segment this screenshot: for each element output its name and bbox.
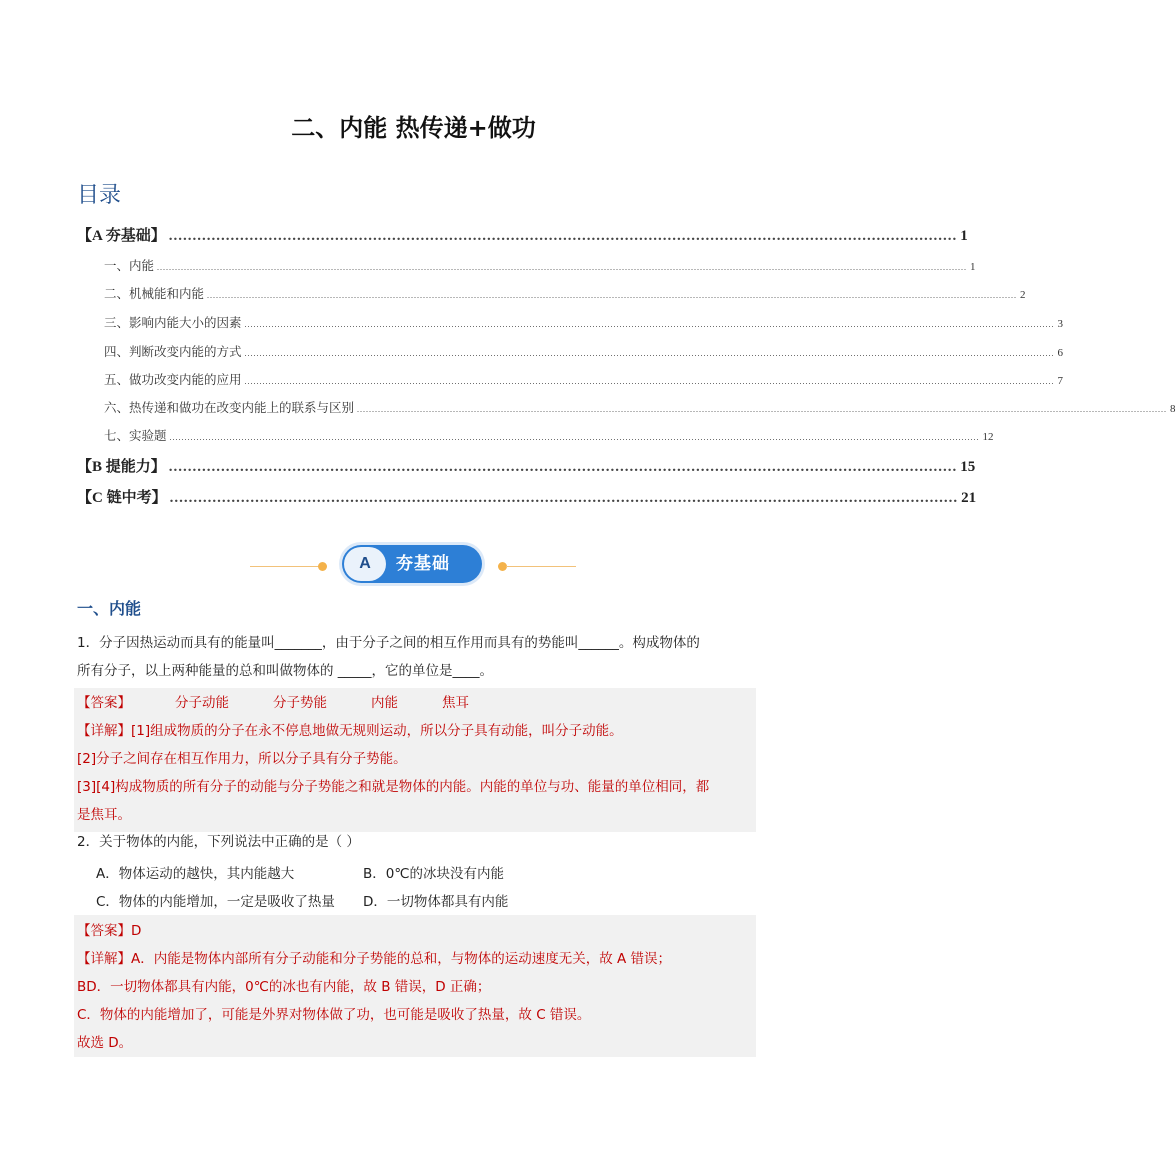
toc-subentry-2[interactable] (104, 284, 1026, 302)
answer-line (77, 691, 469, 711)
answer-line (77, 919, 141, 939)
banner-line-right (506, 566, 576, 567)
banner-letter-badge: A (344, 547, 386, 581)
answer-value: D (131, 923, 142, 939)
toc-entry-page: 12 (982, 431, 994, 443)
toc-entry-page: 6 (1057, 347, 1064, 359)
toc-subentry-1[interactable] (104, 256, 976, 274)
toc-leader-dots: .............................................................................................................................................................................................................................................................................. (169, 433, 980, 442)
question-2-stem: 2．关于物体的内能，下列说法中正确的是（ ） (77, 834, 360, 850)
detail-tag: 【详解】 (77, 723, 131, 739)
answer-box-2 (74, 915, 756, 1057)
toc-entry-label: 一、内能 (104, 259, 155, 273)
detail-line: 故选 D。 (77, 1035, 133, 1051)
section-banner (250, 545, 580, 585)
toc-subentry-3[interactable] (104, 313, 1064, 331)
toc-entry-label: 五、做功改变内能的应用 (104, 373, 242, 387)
toc-entry-page: 1 (970, 261, 976, 273)
toc-entry-label: 【A 夯基础】 (77, 228, 166, 244)
toc-leader-dots: .............................................................................................................................................................................................................................................................................. (207, 291, 1018, 300)
toc-entry-label: 四、判断改变内能的方式 (104, 345, 242, 359)
detail-line: 是焦耳。 (77, 807, 131, 823)
toc-leader-dots: .............................................................................................................................................................................................................................................................................. (357, 405, 1168, 414)
toc-leader-dots: ...................................................................................................................................................................... (169, 490, 959, 506)
toc-heading: 目录 (77, 183, 122, 208)
toc-entry-a[interactable] (77, 224, 968, 245)
toc-entry-c[interactable] (77, 486, 977, 507)
banner-dot-left (318, 562, 327, 571)
question-1-line-2: 所有分子，以上两种能量的总和叫做物体的 _____，它的单位是____。 (77, 663, 494, 679)
answer-value: 焦耳 (442, 695, 469, 711)
toc-entry-page: 3 (1057, 318, 1064, 330)
banner-pill (342, 545, 482, 583)
toc-leader-dots: .............................................................................................................................................................................................................................................................................. (244, 349, 1055, 358)
toc-entry-page: 7 (1057, 375, 1064, 387)
answer-box-1 (74, 688, 756, 832)
answer-value: 内能 (371, 695, 398, 711)
toc-entry-page: 1 (960, 228, 968, 244)
toc-leader-dots: ...................................................................................................................................................................... (168, 459, 958, 475)
toc-leader-dots: .............................................................................................................................................................................................................................................................................. (157, 263, 968, 272)
toc-entry-page: 8 (1170, 403, 1176, 415)
banner-text: 夯基础 (396, 554, 450, 574)
detail-line: BD．一切物体都具有内能，0℃的冰也有内能，故 B 错误，D 正确； (77, 979, 491, 995)
option-b[interactable]: B．0℃的冰块没有内能 (363, 866, 505, 882)
toc-entry-label: 七、实验题 (104, 429, 167, 443)
toc-entry-page: 2 (1020, 289, 1026, 301)
option-c[interactable]: C．物体的内能增加，一定是吸收了热量 (96, 894, 335, 910)
toc-entry-label: 二、机械能和内能 (104, 287, 205, 301)
toc-entry-b[interactable] (77, 455, 976, 476)
toc-entry-label: 六、热传递和做功在改变内能上的联系与区别 (104, 401, 355, 415)
toc-entry-label: 【B 提能力】 (77, 459, 166, 475)
toc-subentry-6[interactable] (104, 398, 1176, 416)
toc-leader-dots: .............................................................................................................................................................................................................................................................................. (244, 377, 1055, 386)
toc-entry-page: 21 (961, 490, 977, 506)
toc-entry-label: 【C 链中考】 (77, 490, 167, 506)
toc-entry-label: 三、影响内能大小的因素 (104, 316, 242, 330)
detail-line (77, 947, 671, 967)
question-1-line-1: 1．分子因热运动而具有的能量叫_______，由于分子之间的相互作用而具有的势能叫______。构成物体的 (77, 635, 700, 651)
toc-subentry-7[interactable] (104, 426, 994, 444)
detail-line: C．物体的内能增加了，可能是外界对物体做了功，也可能是吸收了热量，故 C 错误。 (77, 1007, 591, 1023)
banner-line-left (250, 566, 320, 567)
answer-tag: 【答案】 (77, 695, 131, 711)
detail-tag: 【详解】 (77, 951, 131, 967)
option-d[interactable]: D．一切物体都具有内能 (363, 894, 509, 910)
toc-entry-page: 15 (960, 459, 976, 475)
option-a[interactable]: A．物体运动的越快，其内能越大 (96, 866, 295, 882)
detail-line (77, 719, 623, 739)
answer-tag: 【答案】 (77, 923, 131, 939)
answer-value: 分子动能 (175, 695, 229, 711)
toc-leader-dots: .............................................................................................................................................................................................................................................................................. (244, 320, 1055, 329)
document-title: 二、内能 热传递+做功 (291, 114, 536, 142)
detail-line: [2]分子之间存在相互作用力，所以分子具有分子势能。 (77, 751, 407, 767)
section-heading: 一、内能 (77, 599, 142, 618)
toc-subentry-4[interactable] (104, 342, 1064, 360)
detail-text: A．内能是物体内部所有分子动能和分子势能的总和，与物体的运动速度无关，故 A 错误； (131, 951, 672, 967)
detail-text: [1]组成物质的分子在永不停息地做无规则运动，所以分子具有动能，叫分子动能。 (131, 723, 623, 739)
answer-value: 分子势能 (273, 695, 327, 711)
toc-leader-dots: ...................................................................................................................................................................... (168, 228, 958, 244)
toc-subentry-5[interactable] (104, 370, 1064, 388)
detail-line: [3][4]构成物质的所有分子的动能与分子势能之和就是物体的内能。内能的单位与功、能量的单位相同，都 (77, 779, 710, 795)
